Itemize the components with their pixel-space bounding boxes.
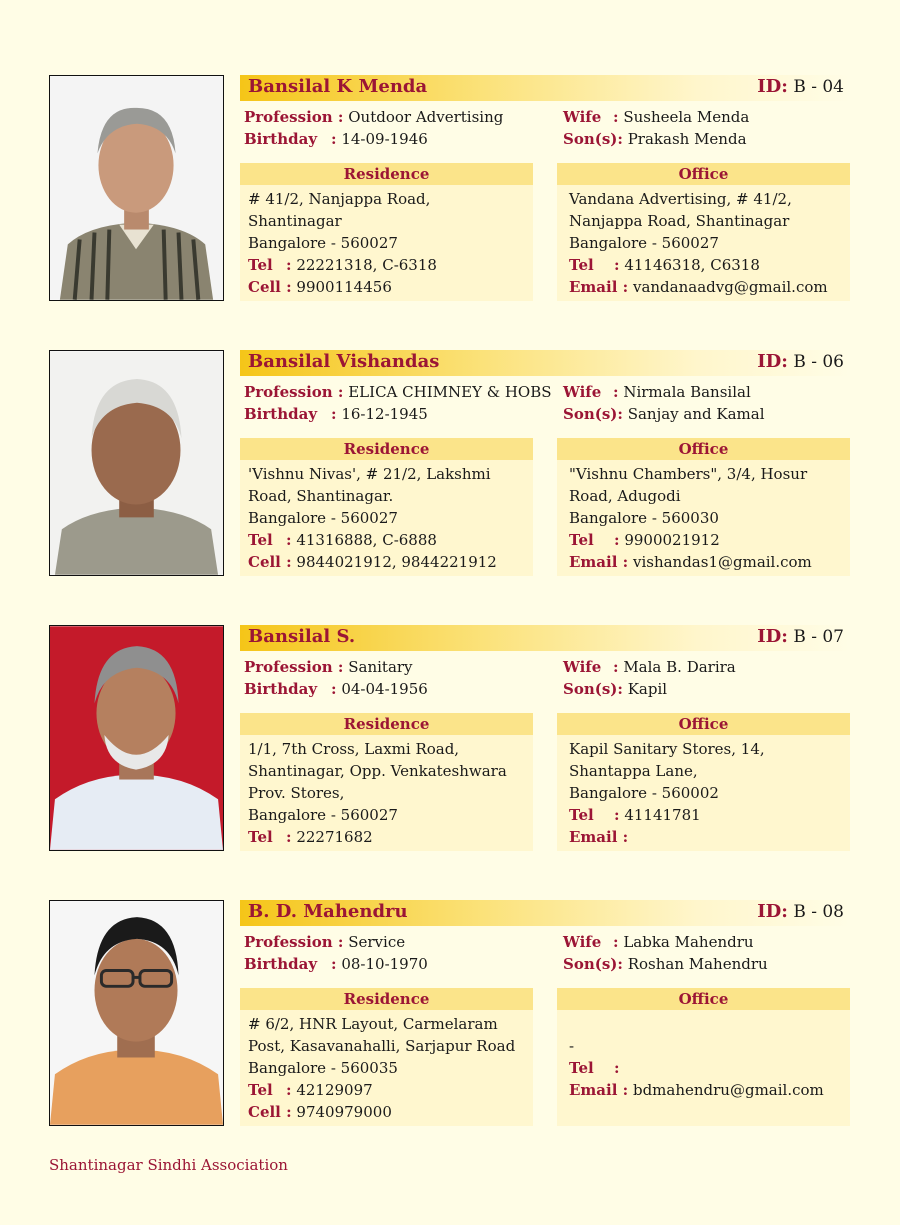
residence-line: Bangalore - 560027 (248, 806, 398, 824)
residence-tel-row (248, 531, 437, 549)
sons-value: Prakash Menda (627, 130, 747, 148)
birthday-label: Birthday (244, 680, 318, 698)
office-line: Road, Adugodi (569, 487, 681, 505)
office-tel-row (569, 1059, 620, 1077)
residence-tel-row (248, 256, 437, 274)
email-label: Email : (569, 278, 629, 296)
residence-box (240, 735, 533, 851)
office-email-row (569, 828, 628, 846)
tel-value: 9900021912 (624, 531, 720, 549)
residence-tel-row (248, 1081, 373, 1099)
birthday-label: Birthday (244, 405, 318, 423)
office-line: - (569, 1037, 575, 1055)
wife-value: Susheela Menda (623, 108, 750, 126)
member-photo (49, 900, 224, 1126)
birthday-colon: : (331, 130, 337, 148)
member-id (757, 76, 844, 97)
tel-colon: : (286, 828, 292, 846)
wife-label: Wife (563, 933, 602, 951)
id-label: ID: (757, 351, 788, 372)
office-email-row (569, 1081, 824, 1099)
portrait-image (50, 626, 223, 850)
profession-value: Sanitary (348, 658, 413, 676)
tel-label: Tel (569, 531, 594, 549)
cell-value: 9900114456 (296, 278, 392, 296)
portrait-image (50, 76, 223, 300)
name-bar (240, 900, 850, 926)
office-line: Bangalore - 560027 (569, 234, 719, 252)
id-label: ID: (757, 76, 788, 97)
email-label: Email : (569, 828, 629, 846)
office-line: "Vishnu Chambers", 3/4, Hosur (569, 465, 808, 483)
birthday-value: 16-12-1945 (341, 405, 428, 423)
residence-line: Prov. Stores, (248, 784, 345, 802)
profession-value: Outdoor Advertising (348, 108, 504, 126)
residence-line: Bangalore - 560027 (248, 234, 398, 252)
office-line: Nanjappa Road, Shantinagar (569, 212, 790, 230)
tel-value: 41316888, C-6888 (296, 531, 437, 549)
member-card (0, 900, 900, 1128)
name-bar (240, 75, 850, 101)
member-photo (49, 350, 224, 576)
residence-header: Residence (240, 988, 533, 1010)
cell-label: Cell : (248, 553, 292, 571)
birthday-row (244, 405, 428, 423)
profession-label: Profession : (244, 108, 344, 126)
sons-label: Son(s): (563, 680, 623, 698)
profession-label: Profession : (244, 383, 344, 401)
member-id (757, 626, 844, 647)
residence-line: # 41/2, Nanjappa Road, (248, 190, 431, 208)
office-line: Vandana Advertising, # 41/2, (569, 190, 792, 208)
sons-label: Son(s): (563, 405, 623, 423)
id-value: B - 08 (793, 902, 844, 922)
wife-value: Mala B. Darira (623, 658, 736, 676)
member-photo (49, 625, 224, 851)
wife-value: Nirmala Bansilal (623, 383, 751, 401)
office-tel-row (569, 256, 760, 274)
residence-line: Road, Shantinagar. (248, 487, 394, 505)
name-bar (240, 350, 850, 376)
wife-row (563, 108, 749, 126)
member-name: B. D. Mahendru (248, 901, 408, 922)
tel-colon: : (614, 256, 620, 274)
member-id (757, 901, 844, 922)
wife-colon: : (613, 933, 619, 951)
member-card (0, 75, 900, 303)
residence-line: # 6/2, HNR Layout, Carmelaram (248, 1015, 498, 1033)
residence-line: Bangalore - 560027 (248, 509, 398, 527)
email-label: Email : (569, 553, 629, 571)
residence-line: Post, Kasavanahalli, Sarjapur Road (248, 1037, 516, 1055)
office-box (557, 735, 850, 851)
member-card (0, 625, 900, 853)
wife-row (563, 933, 754, 951)
profession-row (244, 108, 503, 126)
office-header: Office (557, 438, 850, 460)
tel-label: Tel (569, 806, 594, 824)
residence-box (240, 460, 533, 576)
sons-row (563, 405, 765, 423)
member-card (0, 350, 900, 578)
tel-label: Tel (248, 256, 273, 274)
office-tel-row (569, 806, 701, 824)
office-header: Office (557, 163, 850, 185)
member-photo (49, 75, 224, 301)
email-label: Email : (569, 1081, 629, 1099)
residence-cell-row (248, 553, 497, 571)
birthday-row (244, 955, 428, 973)
birthday-value: 04-04-1956 (341, 680, 428, 698)
profession-label: Profession : (244, 933, 344, 951)
office-line: Bangalore - 560030 (569, 509, 719, 527)
email-value: bdmahendru@gmail.com (632, 1081, 824, 1099)
wife-label: Wife (563, 108, 602, 126)
sons-row (563, 680, 667, 698)
cell-label: Cell : (248, 278, 292, 296)
wife-value: Labka Mahendru (623, 933, 754, 951)
birthday-colon: : (331, 955, 337, 973)
sons-value: Roshan Mahendru (627, 955, 768, 973)
residence-cell-row (248, 1103, 392, 1121)
tel-colon: : (286, 1081, 292, 1099)
tel-value: 22221318, C-6318 (296, 256, 437, 274)
tel-label: Tel (248, 531, 273, 549)
office-box (557, 185, 850, 301)
email-value: vandanaadvg@gmail.com (632, 278, 828, 296)
residence-line: 'Vishnu Nivas', # 21/2, Lakshmi (248, 465, 491, 483)
tel-label: Tel (569, 1059, 594, 1077)
tel-colon: : (286, 256, 292, 274)
wife-label: Wife (563, 383, 602, 401)
cell-value: 9844021912, 9844221912 (296, 553, 497, 571)
cell-label: Cell : (248, 1103, 292, 1121)
profession-row (244, 933, 405, 951)
office-header: Office (557, 988, 850, 1010)
residence-tel-row (248, 828, 373, 846)
sons-label: Son(s): (563, 130, 623, 148)
tel-value: 42129097 (296, 1081, 373, 1099)
residence-header: Residence (240, 713, 533, 735)
birthday-label: Birthday (244, 130, 318, 148)
cell-value: 9740979000 (296, 1103, 392, 1121)
member-name: Bansilal S. (248, 626, 356, 647)
office-line: Shantappa Lane, (569, 762, 698, 780)
sons-label: Son(s): (563, 955, 623, 973)
sons-value: Sanjay and Kamal (627, 405, 765, 423)
office-box (557, 1010, 850, 1126)
birthday-row (244, 130, 428, 148)
member-id (757, 351, 844, 372)
birthday-value: 08-10-1970 (341, 955, 428, 973)
office-email-row (569, 278, 828, 296)
birthday-colon: : (331, 405, 337, 423)
portrait-image (50, 351, 223, 575)
office-box (557, 460, 850, 576)
birthday-value: 14-09-1946 (341, 130, 428, 148)
residence-header: Residence (240, 163, 533, 185)
id-value: B - 06 (793, 352, 844, 372)
residence-box (240, 1010, 533, 1126)
member-name: Bansilal Vishandas (248, 351, 440, 372)
office-line: Kapil Sanitary Stores, 14, (569, 740, 765, 758)
residence-cell-row (248, 278, 392, 296)
tel-value: 22271682 (296, 828, 373, 846)
id-label: ID: (757, 626, 788, 647)
birthday-colon: : (331, 680, 337, 698)
portrait-image (50, 901, 223, 1125)
id-value: B - 07 (793, 627, 844, 647)
tel-value: 41146318, C6318 (624, 256, 760, 274)
wife-colon: : (613, 383, 619, 401)
footer-association-name: Shantinagar Sindhi Association (49, 1156, 288, 1174)
sons-value: Kapil (627, 680, 668, 698)
residence-line: Shantinagar (248, 212, 342, 230)
wife-row (563, 658, 736, 676)
profession-label: Profession : (244, 658, 344, 676)
name-bar (240, 625, 850, 651)
wife-colon: : (613, 108, 619, 126)
residence-header: Residence (240, 438, 533, 460)
birthday-label: Birthday (244, 955, 318, 973)
residence-box (240, 185, 533, 301)
wife-row (563, 383, 751, 401)
member-name: Bansilal K Menda (248, 76, 428, 97)
tel-colon: : (286, 531, 292, 549)
sons-row (563, 130, 747, 148)
residence-line: Shantinagar, Opp. Venkateshwara (248, 762, 507, 780)
profession-value: Service (348, 933, 406, 951)
tel-colon: : (614, 1059, 620, 1077)
profession-value: ELICA CHIMNEY & HOBS (348, 383, 552, 401)
tel-colon: : (614, 806, 620, 824)
residence-line: 1/1, 7th Cross, Laxmi Road, (248, 740, 460, 758)
birthday-row (244, 680, 428, 698)
office-line: Bangalore - 560002 (569, 784, 719, 802)
tel-colon: : (614, 531, 620, 549)
residence-line: Bangalore - 560035 (248, 1059, 398, 1077)
profession-row (244, 383, 552, 401)
office-tel-row (569, 531, 720, 549)
id-value: B - 04 (793, 77, 844, 97)
profession-row (244, 658, 413, 676)
tel-label: Tel (248, 1081, 273, 1099)
tel-value: 41141781 (624, 806, 701, 824)
sons-row (563, 955, 768, 973)
tel-label: Tel (569, 256, 594, 274)
tel-label: Tel (248, 828, 273, 846)
wife-label: Wife (563, 658, 602, 676)
wife-colon: : (613, 658, 619, 676)
office-email-row (569, 553, 812, 571)
id-label: ID: (757, 901, 788, 922)
email-value: vishandas1@gmail.com (632, 553, 812, 571)
office-header: Office (557, 713, 850, 735)
